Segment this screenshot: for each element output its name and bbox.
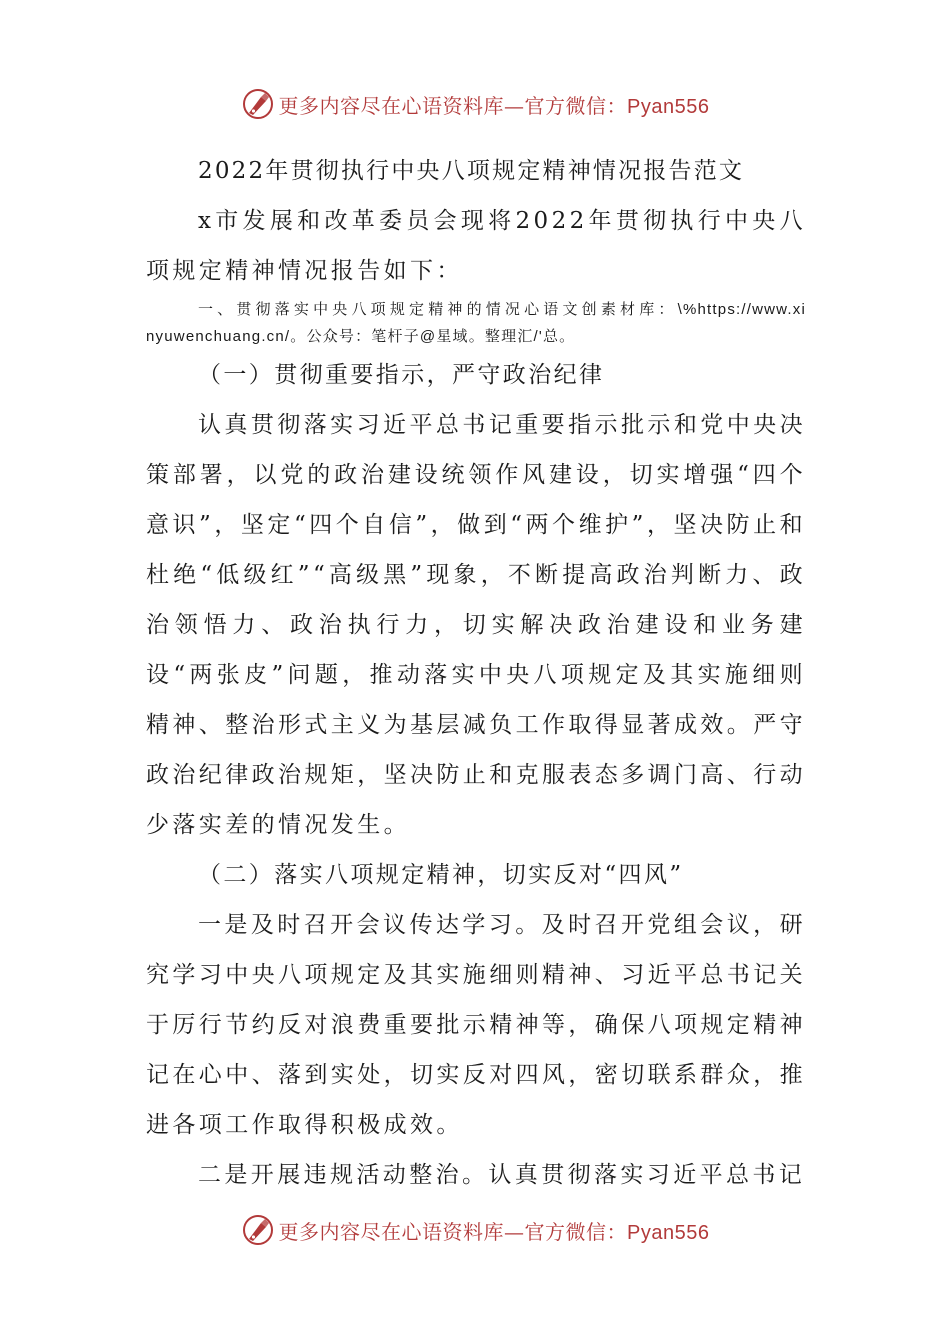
body-paragraph-1: 认真贯彻落实习近平总书记重要指示批示和党中央决策部署，以党的政治建设统领作风建设，切实增强“四个意识”，坚定“四个自信”，做到“两个维护”，坚决防止和杜绝“低级红”“高级黑”现象，不断提高政治判断力、政治领悟力、政治执行力，切实解决政治建设和业务建设“两张皮”问题，推动落实中央八项规定及其实施细则精神、整治形式主义为基层减负工作取得显著成效。严守政治纪律政治规矩，坚决防止和克服表态多调门高、行动少落实差的情况发生。 [146,412,806,838]
document-body [146,146,806,1200]
section-heading-1: （一）贯彻重要指示，严守政治纪律 [198,362,605,388]
header-banner [0,82,950,126]
wechat-id: Pyan556 [627,95,710,118]
body-paragraph-3: 二是开展违规活动整治。认真贯彻落实习近平总书记 [198,1162,806,1188]
body-paragraph-2: 一是及时召开会议传达学习。及时召开党组会议，研究学习中央八项规定及其实施细则精神、习近平总书记关于厉行节约反对浪费重要批示精神等，确保八项规定精神记在心中、落到实处，切实反对四风，密切联系群众，推进各项工作取得积极成效。 [146,912,806,1138]
footer-banner [0,1208,950,1252]
pen-nib-logo-icon [241,1213,275,1247]
banner-text [279,90,710,119]
section-heading-2: （二）落实八项规定精神，切实反对“四风” [198,862,684,888]
banner-slogan: 更多内容尽在心语资料库—官方微信： [278,93,628,118]
intro-paragraph: x市发展和改革委员会现将2022年贯彻执行中央八项规定精神情况报告如下： [146,208,806,284]
section-note [146,296,806,350]
document-title: 2022年贯彻执行中央八项规定精神情况报告范文 [198,158,745,184]
pen-nib-logo-icon [241,87,275,121]
banner-text [279,1216,710,1245]
wechat-id: Pyan556 [627,1221,710,1244]
section-note-source: \%https://www.xinyuwenchuang.cn/。公众号：笔杆子@星域。整理汇/'总。 [146,301,806,345]
banner-slogan: 更多内容尽在心语资料库—官方微信： [278,1219,628,1244]
section-note-heading: 一、贯彻落实中央八项规定精神的情况心语文创素材库： [198,301,678,318]
